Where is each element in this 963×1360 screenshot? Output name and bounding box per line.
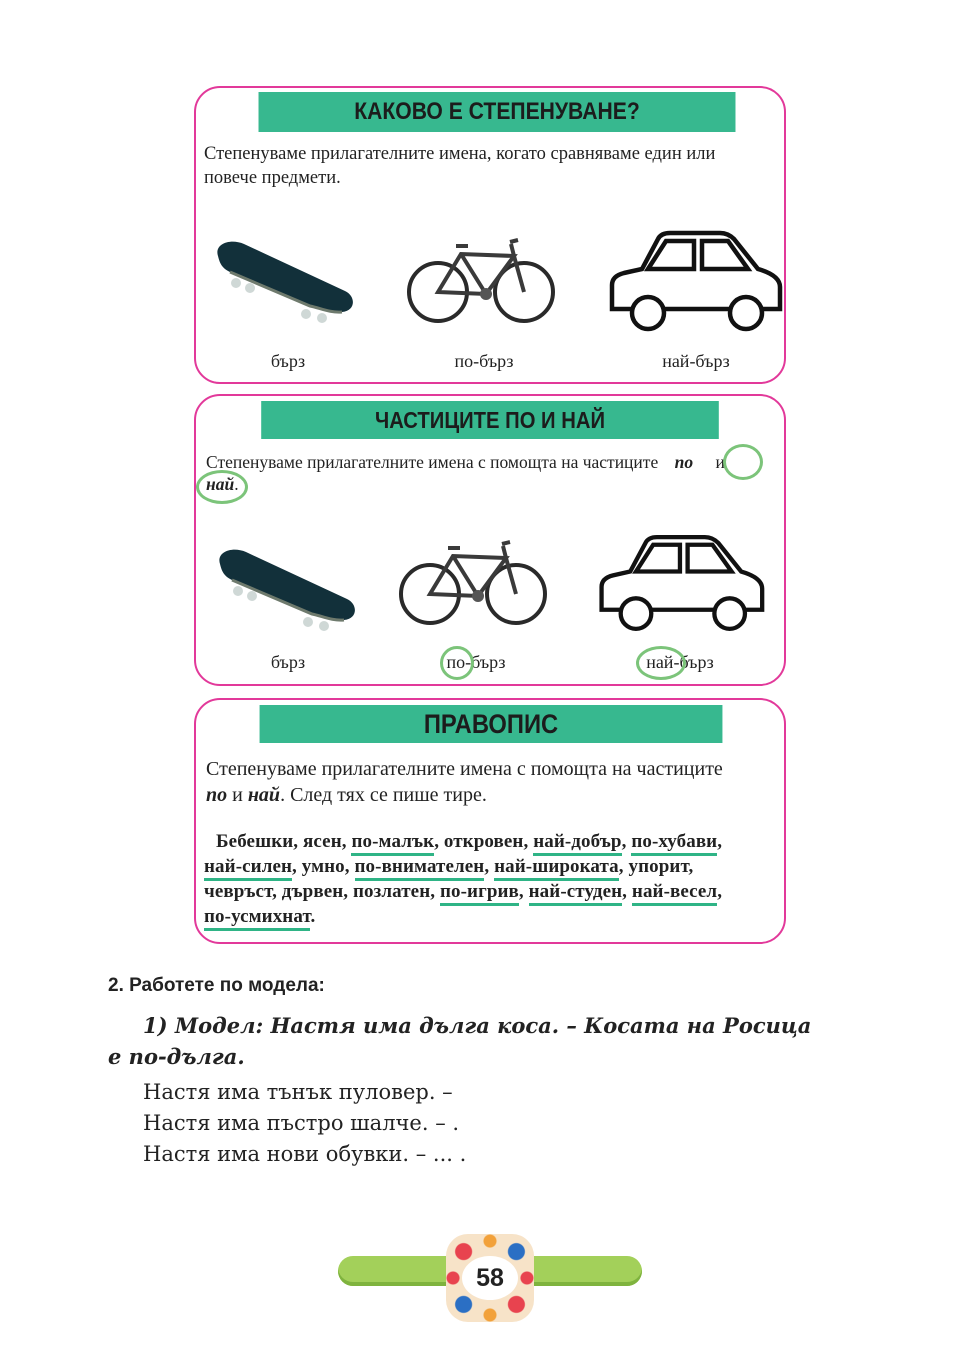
particle-nai: най [206,474,235,494]
box-particles [194,394,786,686]
box1-text-line1: Степенуваме прилагателните имена, когато сравняваме един или [204,144,716,164]
car-outline-icon [592,533,766,633]
word-nai-silen: най-силен [204,856,292,881]
box2-text-before: Степенуваме прилагателните имена с помощта на частиците [206,452,659,472]
page-number: 58 [462,1256,518,1300]
word-po-igriv: по-игрив [440,881,519,906]
exercise-model-line1: 1) Модел: Настя има дълга коса. – Косата на Росица [143,1013,812,1038]
example-line3: чевръст, дървен, позлатен, по-игрив, най-студен, най-весел, [204,881,722,903]
box3-rule-line1: Степенуваме прилагателните имена с помощта на частиците [206,758,723,780]
box2-conj: и [715,452,725,472]
word-nai-vesel: най-весел [632,881,717,906]
box2-label-fastest: най-бърз [646,652,714,672]
word-po-vnimatelen: по-внимателен [355,856,485,881]
box2-title: ЧАСТИЦИТЕ ПО И НАЙ [261,401,719,439]
word-po-malak: по-малък [351,831,434,856]
box2-label-faster: по-бърз [446,652,506,672]
skateboard-icon [212,544,362,634]
box1-label-faster: по-бърз [454,351,514,371]
circle-po [723,444,763,480]
exercise-line3: Настя има нови обувки. – ... . [143,1142,467,1166]
bicycle-icon [406,234,556,329]
box2-text-line1 [206,452,725,473]
exercise-heading: 2. Работете по модела: [108,975,325,996]
box1-text-line2: повече предмети. [204,168,341,188]
exercise-line2: Настя има пъстро шалче. – . [143,1111,460,1135]
box1-label-fastest: най-бърз [662,351,730,371]
box-what-is-comparison [194,86,786,384]
particle-po: по [674,452,694,472]
word-nai-dobar: най-добър [533,831,621,856]
word-po-hubavi: по-хубави [631,831,717,856]
car-outline-icon [602,229,784,333]
box3-title: ПРАВОПИС [260,705,723,743]
word-po-usmihnat: по-усмихнат [204,906,310,931]
box3-rule-line2: по и най. След тях се пише тире. [206,784,487,806]
exercise-line1: Настя има тънък пуловер. – [143,1080,453,1104]
example-line2: най-силен, умно, по-внимателен, най-широката, упорит, [204,856,693,878]
circle-nai [196,470,248,504]
box2-label-fast: бърз [270,652,306,672]
box2-text-line2: най. [206,474,239,494]
exercise-model-line2: е по-дълга. [108,1044,245,1069]
word-nai-studen: най-студен [529,881,623,906]
example-line1: Бебешки, ясен, по-малък, откровен, най-добър, по-хубави, [216,831,722,853]
box1-label-fast: бърз [270,351,306,371]
bicycle-icon [398,536,548,631]
box-spelling [194,698,786,944]
circle-po-label [440,646,474,680]
circle-nai-label [636,646,686,680]
example-line4: по-усмихнат. [204,906,315,928]
skateboard-icon [210,236,360,326]
word-nai-shirokata: най-широката [494,856,619,881]
box1-title: КАКОВО Е СТЕПЕНУВАНЕ? [259,92,736,132]
